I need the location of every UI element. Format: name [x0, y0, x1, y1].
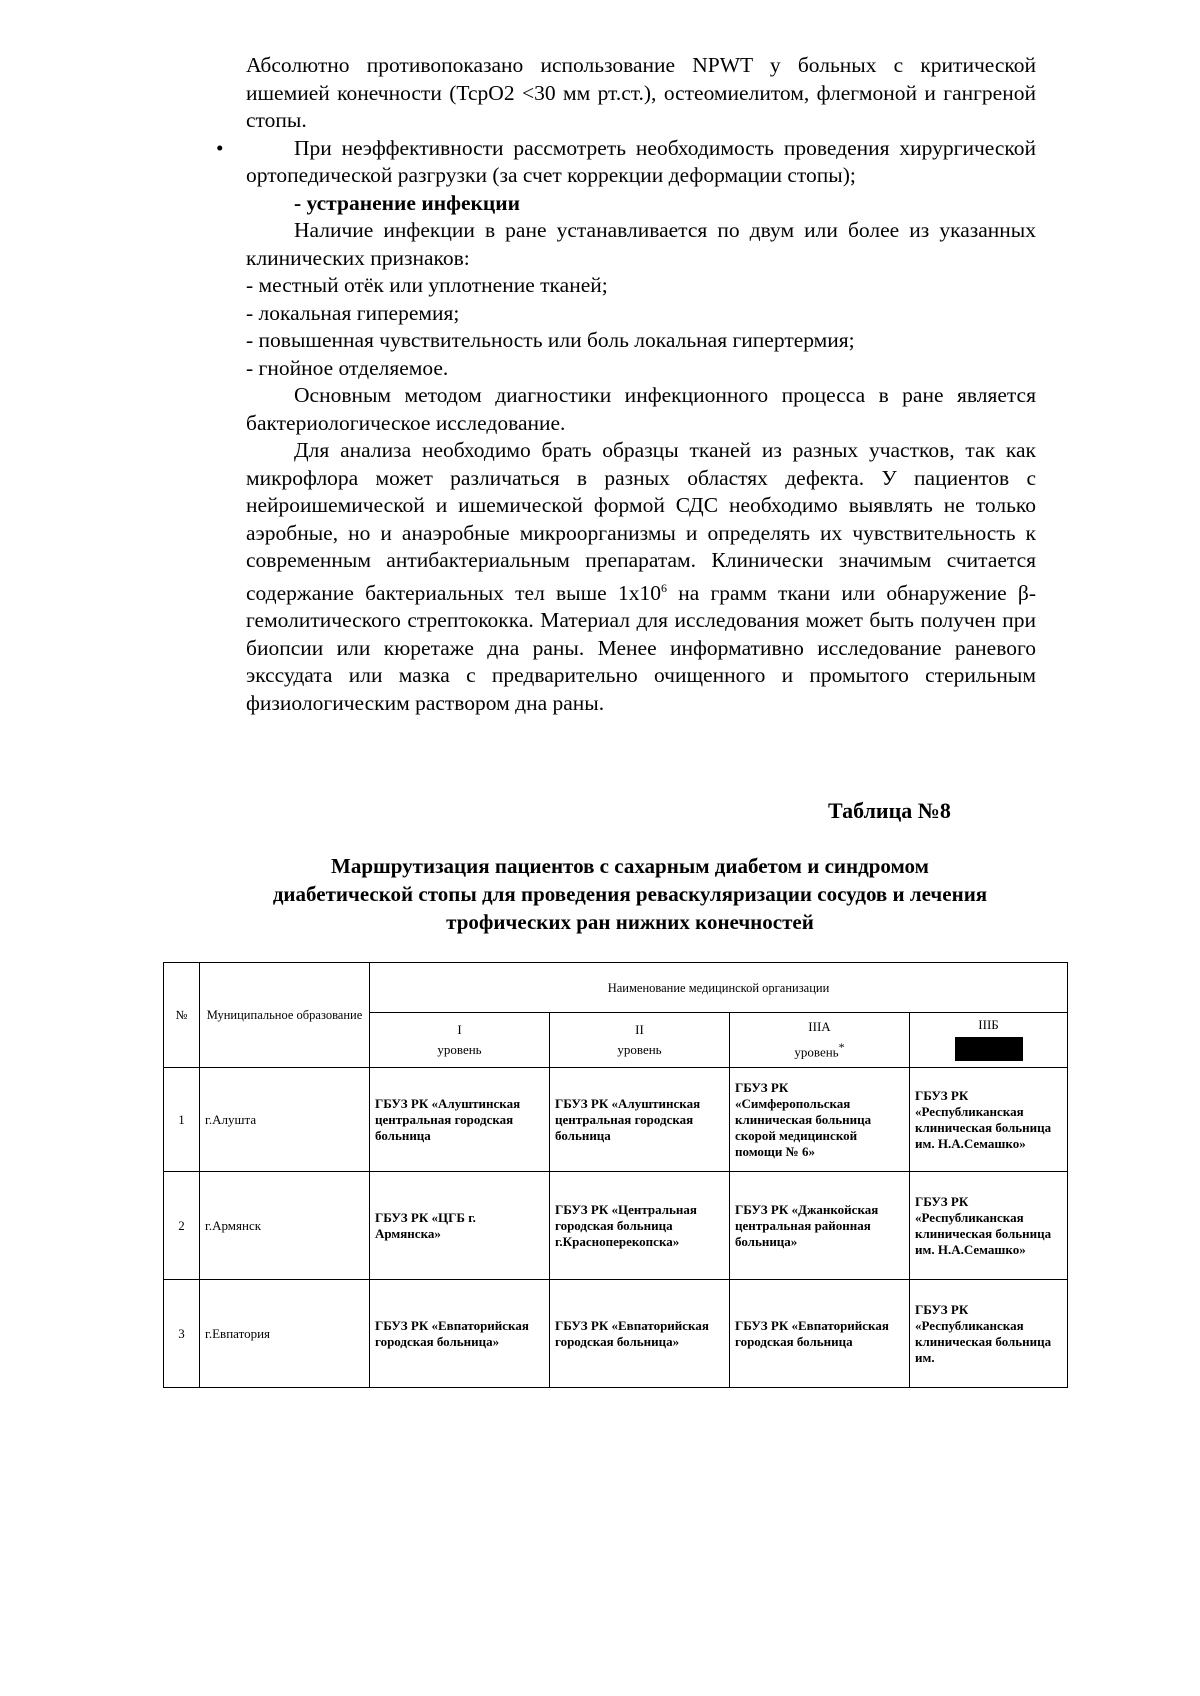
header-no: № [164, 963, 200, 1068]
sampling-paragraph [246, 437, 1036, 717]
level-word: уровень [617, 1042, 662, 1057]
header-municipality: Муниципальное образование [200, 963, 370, 1068]
level-roman: IIIБ [978, 1017, 999, 1032]
table-row [164, 1068, 1068, 1172]
org-cell: ГБУЗ РК «Евпаторийская городская больница» [550, 1280, 730, 1388]
redaction-block [955, 1037, 1023, 1061]
org-cell: ГБУЗ РК «Алуштинская центральная городская больница [370, 1068, 550, 1172]
level-2-header [550, 1013, 730, 1068]
row-number: 2 [164, 1172, 200, 1280]
sampling-text-start: Для анализа необходимо брать образцы тканей из разных участков, так как микрофлора может различаться в разных областях дефекта. У пациентов с нейроишемической и ишемической формой СДС необходимо выявлять не только аэробные, но и анаэробные микроорганизмы и определять их чувствительность к современным антибактериальным препаратам. Клинически значимым считается содержание бактериальных тел выше 1x10 [246, 438, 1036, 605]
level-1-header [370, 1013, 550, 1068]
sampling-text-end: на грамм ткани или обнаружение β- гемолитического стрептококка. Материал для исследования может быть получен при биопсии или кюретаже дна раны. Менее информативно исследование раневого экссудата или мазка с предварительно очищенного и промытого стерильным физиологическим раствором дна раны. [246, 580, 1036, 715]
table-row [164, 1172, 1068, 1280]
row-number: 3 [164, 1280, 200, 1388]
org-cell: ГБУЗ РК «Республиканская клиническая больница им. [910, 1280, 1068, 1388]
footnote-mark: * [838, 1040, 845, 1055]
org-cell: ГБУЗ РК «ЦГБ г. Армянска» [370, 1172, 550, 1280]
infection-sign-item: - локальная гиперемия; [246, 300, 460, 325]
level-roman: IIIA [808, 1019, 831, 1035]
bullet-mark: • [216, 135, 224, 160]
org-cell: ГБУЗ РК «Республиканская клиническая больница им. Н.А.Семашко» [910, 1172, 1068, 1280]
table-title-line: Маршрутизация пациентов с сахарным диабетом и синдромом [331, 854, 929, 878]
level-word: уровень [794, 1044, 839, 1060]
infection-signs-intro: Наличие инфекции в ране устанавливается по двум или более из указанных клинических признаков: [246, 218, 1036, 270]
body-text [216, 52, 1036, 717]
level-3b-header [910, 1013, 1068, 1068]
municipality-cell: г.Алушта [200, 1068, 370, 1172]
org-cell: ГБУЗ РК «Симферопольская клиническая больница скорой медицинской помощи № 6» [730, 1068, 910, 1172]
table-header-row [164, 963, 1068, 1013]
org-cell: ГБУЗ РК «Евпаторийская городская больница» [370, 1280, 550, 1388]
level-roman: I [457, 1022, 462, 1037]
routing-table [163, 962, 1068, 1388]
infection-sign-item: - местный отёк или уплотнение тканей; [246, 273, 608, 297]
row-number: 1 [164, 1068, 200, 1172]
exponent: 6 [660, 580, 667, 595]
org-cell: ГБУЗ РК «Джанкойская центральная районная больница» [730, 1172, 910, 1280]
level-word: уровень [437, 1042, 482, 1057]
table-title-line: диабетической стопы для проведения реваскуляризации сосудов и лечения [272, 882, 988, 906]
infection-heading: - устранение инфекции [294, 190, 521, 215]
infection-sign-item: - повышенная чувствительность или боль локальная гипертермия; [246, 328, 855, 352]
table-title-line: трофических ран нижних конечностей [446, 910, 814, 934]
org-cell: ГБУЗ РК «Алуштинская центральная городская больница [550, 1068, 730, 1172]
level-3a-header [730, 1013, 910, 1068]
org-cell: ГБУЗ РК «Евпаторийская городская больница [730, 1280, 910, 1388]
table-title [200, 852, 1060, 936]
bullet-item [216, 135, 1036, 190]
org-cell: ГБУЗ РК «Центральная городская больница г.Красноперекопска» [550, 1172, 730, 1280]
infection-sign-item: - гнойное отделяемое. [246, 355, 449, 380]
level-roman: II [635, 1022, 644, 1037]
municipality-cell: г.Евпатория [200, 1280, 370, 1388]
npwt-contraindication-paragraph: Абсолютно противопоказано использование NPWT у больных с критической ишемией конечности (TcpO2 <30 мм рт.ст.), остеомиелитом, флегмоной и гангреной стопы. [246, 53, 1036, 132]
header-organization: Наименование медицинской организации [370, 963, 1068, 1013]
orthopedic-offloading-paragraph: При неэффективности рассмотреть необходимость проведения хирургической ортопедической разгрузки (за счет коррекции деформации стопы); [246, 135, 1036, 187]
municipality-cell: г.Армянск [200, 1172, 370, 1280]
diagnostics-paragraph: Основным методом диагностики инфекционного процесса в ране является бактериологическое исследование. [246, 383, 1036, 435]
org-cell: ГБУЗ РК «Республиканская клиническая больница им. Н.А.Семашко» [910, 1068, 1068, 1172]
table-row [164, 1280, 1068, 1388]
table-number: Таблица №8 [828, 798, 951, 823]
